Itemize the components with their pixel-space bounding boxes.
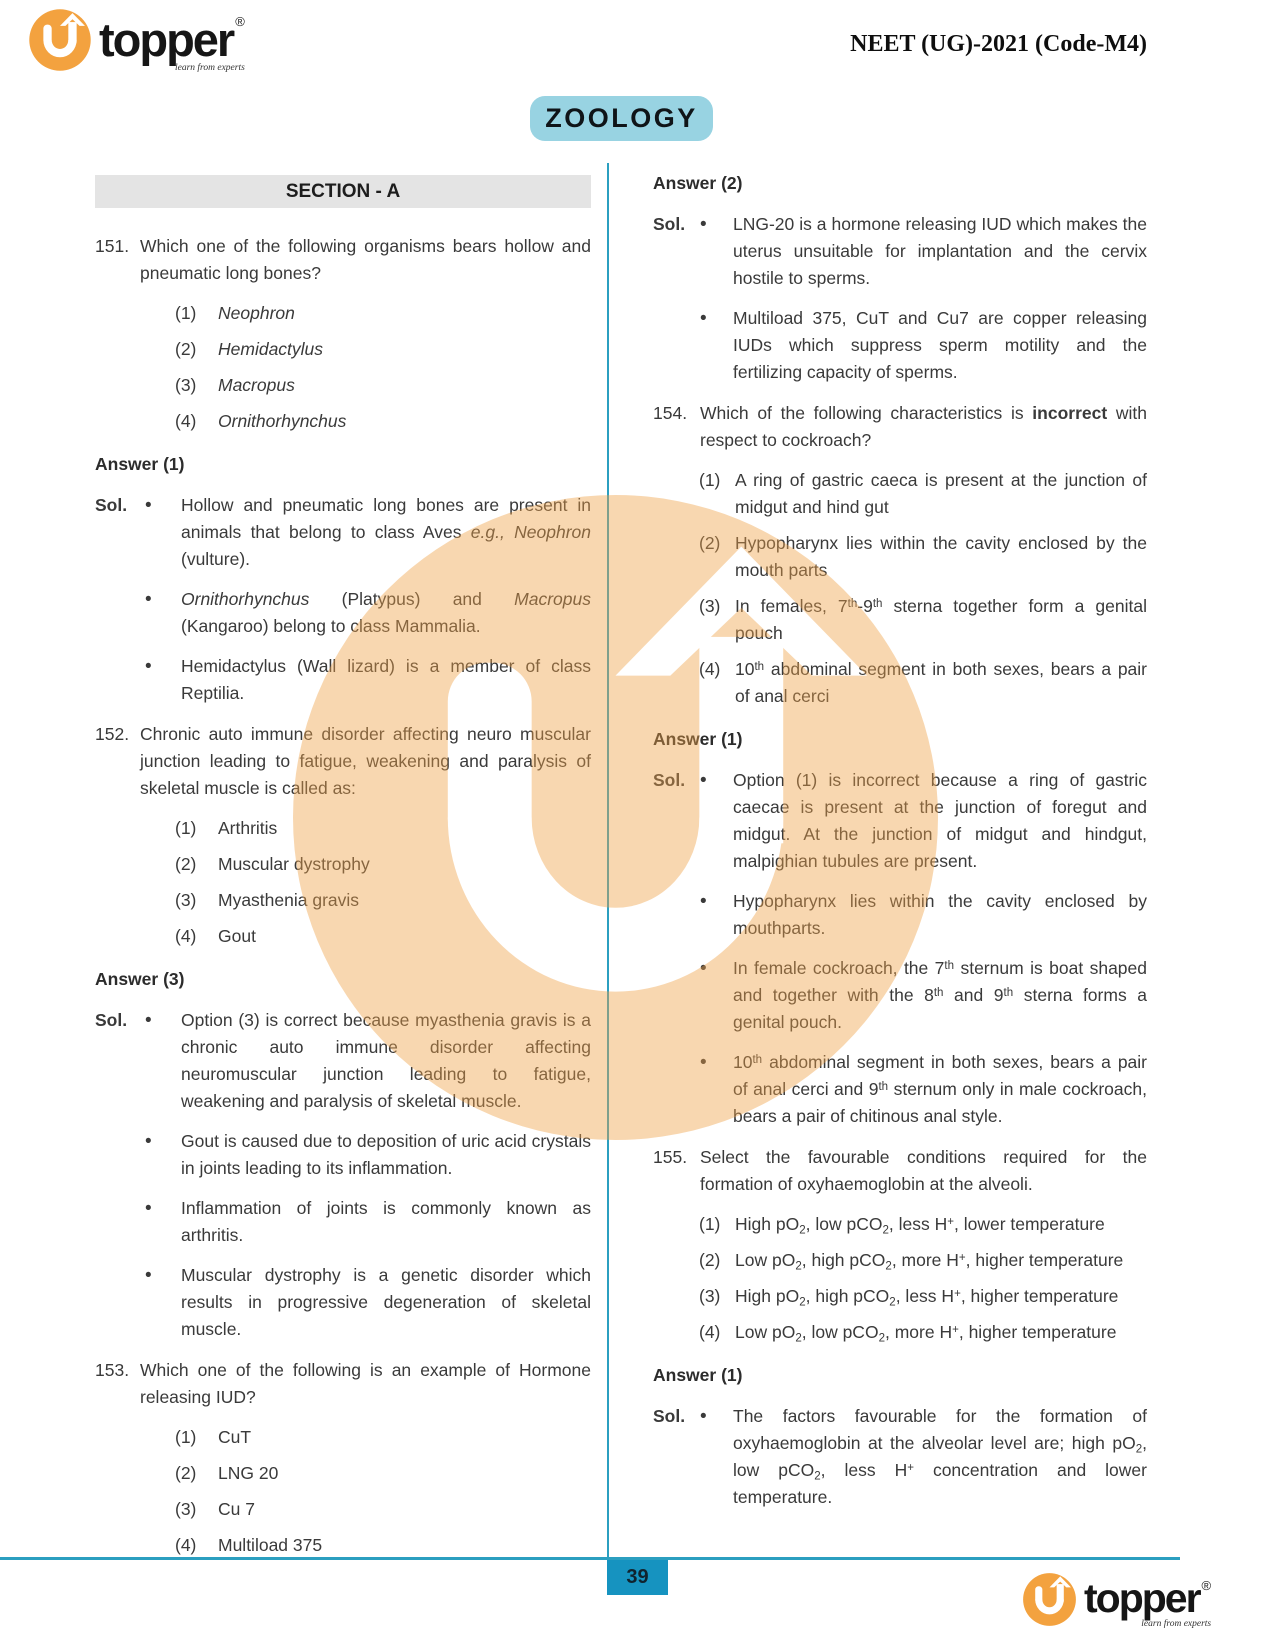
- option-row: [175, 1424, 591, 1451]
- logo-wordmark: topper: [99, 13, 234, 66]
- question-number: 153.: [95, 1360, 130, 1380]
- option-label: (4): [699, 1322, 721, 1342]
- option-row: [175, 300, 591, 327]
- solution-row: [653, 955, 1147, 1036]
- bullet-icon: [700, 955, 733, 1036]
- options-152: [95, 815, 591, 950]
- question-151: [95, 233, 591, 287]
- solution-row: [653, 1049, 1147, 1130]
- solution-text: Gout is caused due to deposition of uric acid crystals in joints leading to its inflammation.: [181, 1131, 591, 1178]
- option-text: CuT: [218, 1427, 252, 1447]
- options-155: [653, 1211, 1147, 1346]
- logo-tagline: learn from experts: [1141, 1619, 1212, 1629]
- option-text: Neophron: [218, 303, 295, 323]
- bullet-icon: [145, 653, 181, 707]
- option-row: [175, 408, 591, 435]
- option-text: High $pO_2$, low pCO$_2$, less H+, lower temperature: [735, 1214, 1105, 1237]
- option-label: (1): [175, 818, 197, 838]
- solution-row: [653, 888, 1147, 942]
- option-row: [699, 1319, 1147, 1346]
- sol-label: Sol.: [653, 214, 686, 234]
- solution-row: [95, 1262, 591, 1343]
- option-row: [699, 1211, 1147, 1238]
- sol-label: Sol.: [95, 495, 128, 515]
- option-label: (4): [175, 1535, 197, 1555]
- solution-row: [653, 767, 1147, 875]
- option-text: Gout: [218, 926, 256, 946]
- question-text: Chronic auto immune disorder affecting neuro muscular junction leading to fatigue, weakening and paralysis of skeletal muscle is called as:: [140, 724, 591, 798]
- option-label: (2): [175, 1463, 197, 1483]
- option-label: (2): [175, 339, 197, 359]
- question-text: Select the favourable conditions required for the formation of oxyhaemoglobin at the alveoli.: [700, 1147, 1147, 1194]
- option-row: [175, 851, 591, 878]
- option-label: (3): [699, 1286, 721, 1306]
- bullet-icon: [700, 1049, 733, 1130]
- solution-row: [95, 1007, 591, 1115]
- question-number: 152.: [95, 724, 130, 744]
- sol-label: Sol.: [653, 1406, 686, 1426]
- option-row: [175, 815, 591, 842]
- solution-row: [95, 586, 591, 640]
- options-153: [95, 1424, 591, 1559]
- question-154: [653, 400, 1147, 454]
- solution-text: Muscular dystrophy is a genetic disorder which results in progressive degeneration of skeletal muscle.: [181, 1265, 591, 1339]
- option-text: Myasthenia gravis: [218, 890, 360, 910]
- right-column: [653, 168, 1147, 1525]
- option-label: (4): [699, 659, 721, 679]
- option-row: [175, 887, 591, 914]
- option-text: Arthritis: [218, 818, 278, 838]
- option-text: 10th abdominal segment in both sexes, bears a pair of anal cerci: [735, 659, 1147, 706]
- option-text: A ring of gastric caeca is present at the junction of midgut and hind gut: [735, 470, 1147, 517]
- question-153: [95, 1357, 591, 1411]
- solution-text: LNG-20 is a hormone releasing IUD which makes the uterus unsuitable for implantation and the cervix hostile to sperms.: [733, 214, 1147, 288]
- option-row: [175, 1460, 591, 1487]
- option-row: [699, 1283, 1147, 1310]
- option-text: In females, 7th-9th sterna together form a genital pouch: [735, 596, 1147, 643]
- solution-154: [653, 767, 1147, 1130]
- bullet-icon: [145, 586, 181, 640]
- solution-row: [95, 1195, 591, 1249]
- option-text: Muscular dystrophy: [218, 854, 370, 874]
- option-label: (2): [175, 854, 197, 874]
- option-label: (3): [175, 375, 197, 395]
- solution-text: Inflammation of joints is commonly known as arthritis.: [181, 1198, 591, 1245]
- solution-row: [95, 653, 591, 707]
- option-row: [699, 656, 1147, 710]
- question-number: 154.: [653, 403, 688, 423]
- option-text: LNG 20: [218, 1463, 279, 1483]
- option-text: Cu 7: [218, 1499, 255, 1519]
- option-label: (2): [699, 533, 721, 553]
- subject-badge: ZOOLOGY: [530, 96, 713, 141]
- solution-text: Ornithorhynchus (Platypus) and Macropus (Kangaroo) belong to class Mammalia.: [181, 589, 591, 636]
- option-label: (1): [699, 1214, 721, 1234]
- question-152: [95, 721, 591, 802]
- option-label: (4): [175, 926, 197, 946]
- solution-153: [653, 211, 1147, 386]
- solution-row: [95, 492, 591, 573]
- question-number: 151.: [95, 236, 130, 256]
- solution-151: [95, 492, 591, 707]
- utopper-logo-icon: [28, 8, 92, 72]
- question-text: Which of the following characteristics is incorrect with respect to cockroach?: [700, 403, 1147, 450]
- bullet-icon: [145, 1128, 181, 1182]
- sol-label: Sol.: [653, 770, 686, 790]
- answer-heading: Answer (1): [653, 729, 743, 749]
- bullet-icon: [700, 1403, 733, 1511]
- solution-text: Hemidactylus (Wall lizard) is a member of class Reptilia.: [181, 656, 591, 703]
- solution-text: Option (1) is incorrect because a ring of gastric caecae is present at the junction of foregut and midgut. At the junction of midgut and hindgut, malpighian tubules are present.: [733, 770, 1147, 871]
- bullet-icon: [700, 305, 733, 386]
- solution-row: [653, 1403, 1147, 1511]
- answer-heading: Answer (2): [653, 173, 743, 193]
- sol-label: Sol.: [95, 1010, 128, 1030]
- solution-row: [653, 305, 1147, 386]
- answer-heading: Answer (3): [95, 969, 185, 989]
- option-text: Low $pO_2$, high pCO$_2$, more H+, higher temperature: [735, 1250, 1124, 1273]
- bullet-icon: [145, 1007, 181, 1115]
- bullet-icon: [145, 492, 181, 573]
- registered-mark: ®: [235, 14, 245, 29]
- solution-text: 10th abdominal segment in both sexes, bears a pair of anal cerci and 9th sternum only in male cockroach, bears a pair of chitinous anal style.: [733, 1052, 1147, 1126]
- options-154: [653, 467, 1147, 710]
- page-number-badge: 39: [607, 1560, 668, 1595]
- solution-155: [653, 1403, 1147, 1511]
- option-row: [175, 1496, 591, 1523]
- option-text: Hemidactylus: [218, 339, 324, 359]
- option-label: (3): [699, 596, 721, 616]
- registered-mark: ®: [1201, 1578, 1212, 1593]
- option-label: (3): [175, 890, 197, 910]
- option-row: [699, 1247, 1147, 1274]
- answer-heading: Answer (1): [653, 1365, 743, 1385]
- option-label: (2): [699, 1250, 721, 1270]
- option-text: Hypopharynx lies within the cavity enclosed by the mouth parts: [735, 533, 1147, 580]
- solution-text: Option (3) is correct because myasthenia gravis is a chronic auto immune disorder affecting neuromuscular junction leading to fatigue, weakening and paralysis of skeletal muscle.: [181, 1010, 591, 1111]
- option-label: (4): [175, 411, 197, 431]
- question-text: Which one of the following organisms bears hollow and pneumatic long bones?: [140, 236, 591, 283]
- option-text: Macropus: [218, 375, 295, 395]
- option-row: [175, 336, 591, 363]
- option-text: Ornithorhynchus: [218, 411, 347, 431]
- utopper-logo: [28, 8, 245, 73]
- solution-row: [95, 1128, 591, 1182]
- option-label: (1): [699, 470, 721, 490]
- column-divider: [607, 163, 609, 1558]
- bullet-icon: [145, 1195, 181, 1249]
- logo-tagline: learn from experts: [174, 63, 245, 73]
- option-text: High $pO_2$, high pCO$_2$, less H+, higher temperature: [735, 1286, 1119, 1309]
- solution-text: In female cockroach, the 7th sternum is boat shaped and together with the 8th and 9th sterna forms a genital pouch.: [733, 958, 1148, 1032]
- answer-heading: Answer (1): [95, 454, 185, 474]
- bullet-icon: [700, 211, 733, 292]
- solution-text: The factors favourable for the formation of oxyhaemoglobin at the alveolar level are; high $pO_2$, low pCO$_2$, less H+ concentration and lower temperature.: [733, 1406, 1147, 1507]
- bullet-icon: [700, 767, 733, 875]
- exam-title: NEET (UG)-2021 (Code-M4): [850, 31, 1147, 57]
- solution-row: [653, 211, 1147, 292]
- option-row: [175, 923, 591, 950]
- option-label: (1): [175, 1427, 197, 1447]
- left-column: [95, 175, 591, 1575]
- option-row: [175, 1532, 591, 1559]
- option-text: Low $pO_2$, low pCO$_2$, more H+, higher temperature: [735, 1322, 1117, 1345]
- option-label: (3): [175, 1499, 197, 1519]
- question-text: Which one of the following is an example of Hormone releasing IUD?: [140, 1360, 591, 1407]
- logo-wordmark: topper: [1084, 1575, 1200, 1621]
- option-row: [699, 593, 1147, 647]
- utopper-logo-icon: [1022, 1572, 1077, 1627]
- solution-text: Hollow and pneumatic long bones are present in animals that belong to class Aves e.g., Neophron (vulture).: [181, 495, 591, 569]
- option-text: Multiload 375: [218, 1535, 323, 1555]
- question-155: [653, 1144, 1147, 1198]
- option-row: [699, 530, 1147, 584]
- utopper-footer-logo: [1022, 1572, 1211, 1629]
- bullet-icon: [145, 1262, 181, 1343]
- solution-152: [95, 1007, 591, 1343]
- question-number: 155.: [653, 1147, 688, 1167]
- option-row: [699, 467, 1147, 521]
- solution-text: Multiload 375, CuT and Cu7 are copper releasing IUDs which suppress sperm motility and the fertilizing capacity of sperms.: [733, 308, 1147, 382]
- section-header: SECTION - A: [95, 175, 591, 208]
- solution-text: Hypopharynx lies within the cavity enclosed by mouthparts.: [733, 891, 1147, 938]
- bullet-icon: [700, 888, 733, 942]
- option-label: (1): [175, 303, 197, 323]
- options-151: [95, 300, 591, 435]
- option-row: [175, 372, 591, 399]
